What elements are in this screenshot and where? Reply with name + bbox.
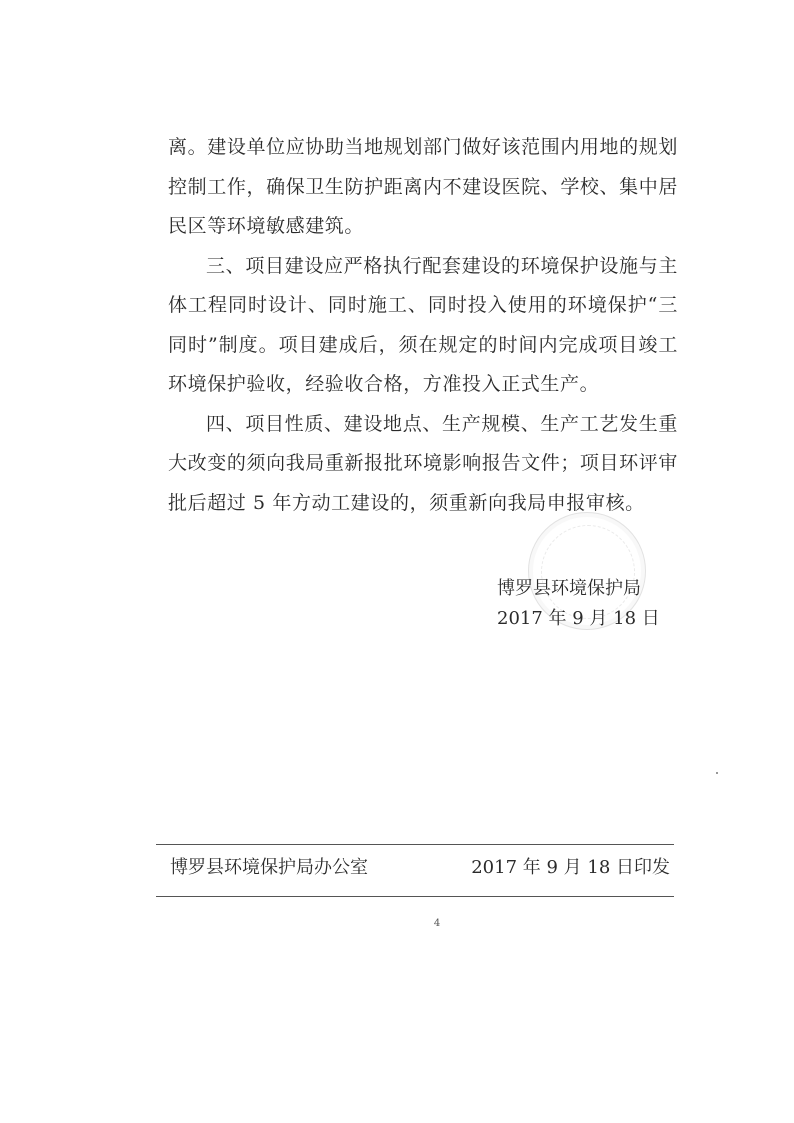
issuer-name: 博罗县环境保护局 [497,578,641,599]
signature-block [497,574,697,634]
paragraph-continuation: 离。建设单位应协助当地规划部门做好该范围内用地的规划控制工作，确保卫生防护距离内不建设医院、学校、集中居民区等环境敏感建筑。 [168,136,678,237]
footer-top-rule [156,844,674,845]
scan-speck [716,772,718,774]
footer-bottom-rule [156,896,674,897]
signature-date: 2017 年 9 月 18 日 [497,608,660,629]
footer-row [170,852,670,884]
footer-office: 博罗县环境保护局办公室 [170,857,368,878]
footer-issued-date: 2017 年 9 月 18 日印发 [471,857,670,878]
paragraph-four: 四、项目性质、建设地点、生产规模、生产工艺发生重大改变的须向我局重新报批环境影响报告文件；项目环评审批后超过 5 年方动工建设的，须重新向我局申报审核。 [168,412,678,514]
paragraph-three: 三、项目建设应严格执行配套建设的环境保护设施与主体工程同时设计、同时施工、同时投入使用的环境保护“三同时”制度。项目建成后，须在规定的时间内完成项目竣工环境保护验收，经验收合格，方准投入正式生产。 [168,254,678,395]
body-text [168,128,678,523]
page-number: 4 [433,918,441,929]
